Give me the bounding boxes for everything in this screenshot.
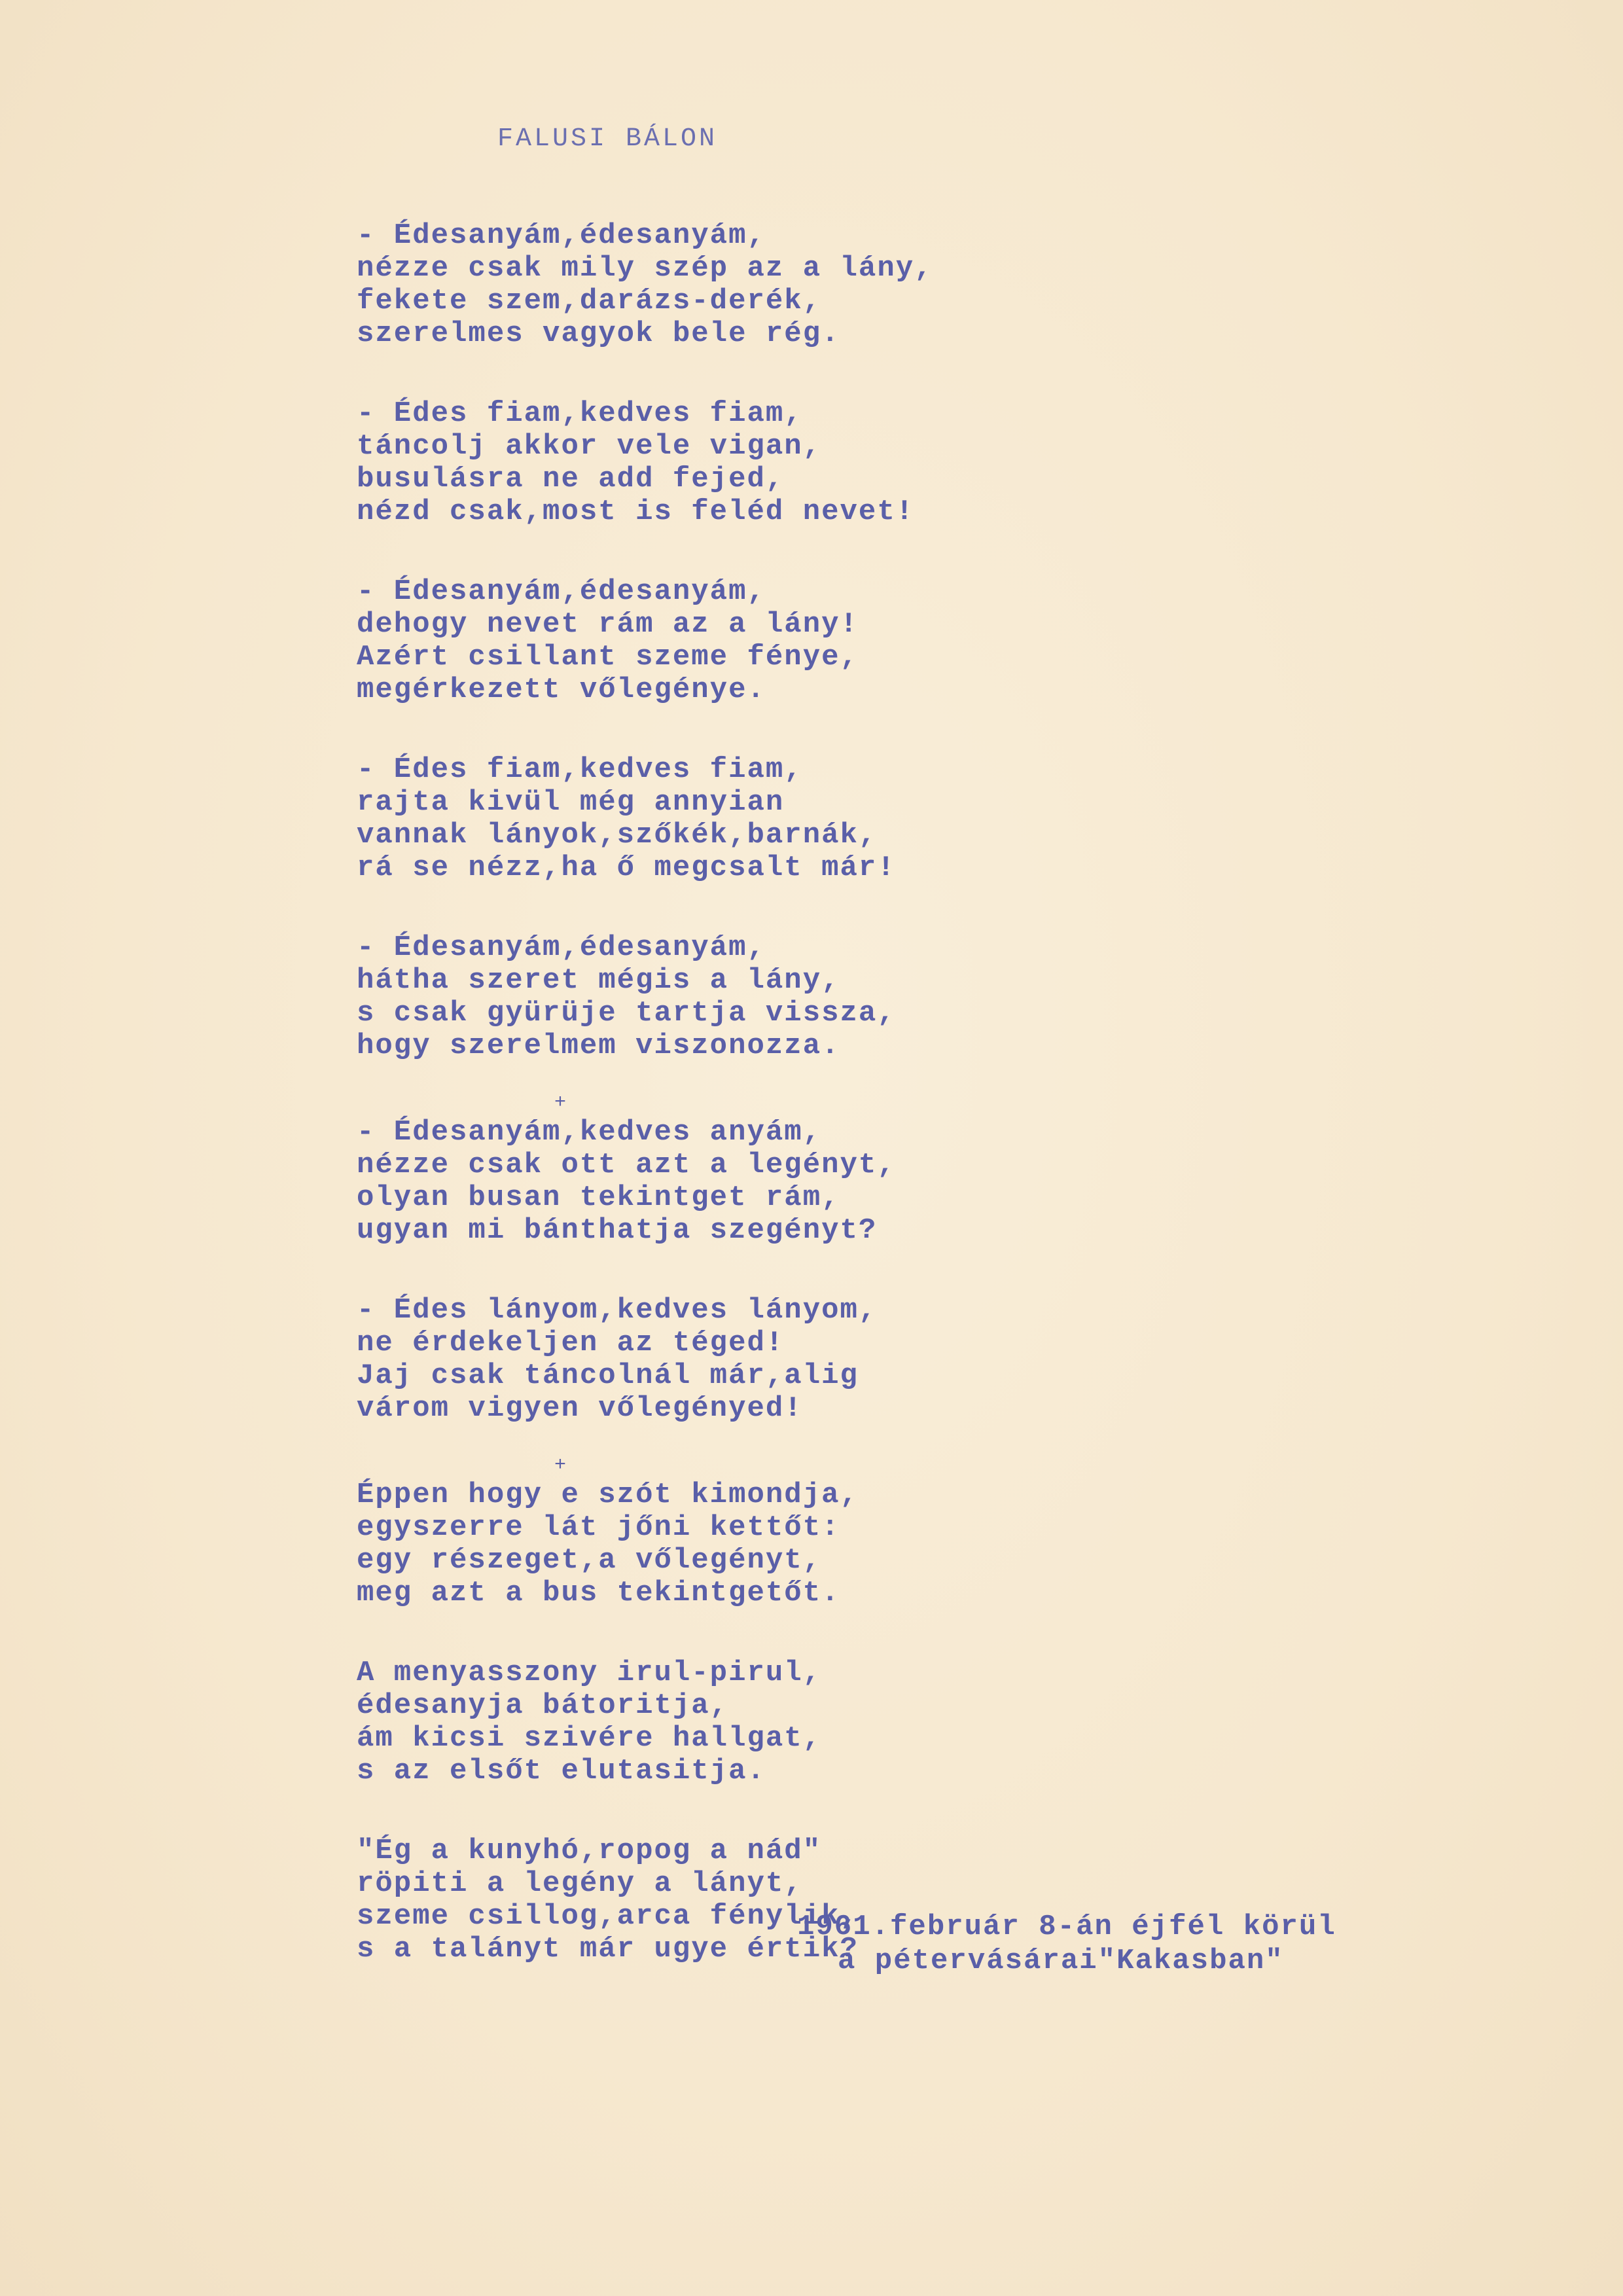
stanza <box>357 1452 1469 1609</box>
poem-line: dehogy nevet rám az a lány! <box>357 608 859 641</box>
poem-line: - Édes lányom,kedves lányom, <box>357 1294 878 1327</box>
poem-line: rá se nézz,ha ő megcsalt már! <box>357 852 896 884</box>
stanza <box>357 397 1469 528</box>
poem-line: fekete szem,darázs-derék, <box>357 285 822 317</box>
poem-line: Éppen hogy e szót kimondja, <box>357 1479 859 1511</box>
poem-line: röpiti a legény a lányt, <box>357 1867 803 1900</box>
poem-line: ne érdekeljen az téged! <box>357 1327 785 1359</box>
poem-line: s az elsőt elutasitja. <box>357 1755 766 1787</box>
poem-line: Jaj csak táncolnál már,alig <box>357 1359 859 1392</box>
poem-line: s a talányt már ugye értik? <box>357 1933 859 1965</box>
section-mark: + <box>554 1454 568 1477</box>
poem-line: ugyan mi bánthatja szegényt? <box>357 1214 878 1247</box>
stanza <box>357 575 1469 706</box>
poem-line: szeme csillog,arca fénylik, <box>357 1900 859 1933</box>
poem-line: szerelmes vagyok bele rég. <box>357 317 840 350</box>
poem-line: - Édesanyám,édesanyám, <box>357 219 766 252</box>
signature-place: a pétervásárai"Kakasban" <box>838 1945 1284 1977</box>
poem-line: nézze csak mily szép az a lány, <box>357 252 933 285</box>
stanza <box>357 1090 1469 1247</box>
poem-line: vannak lányok,szőkék,barnák, <box>357 819 878 852</box>
poem-line: egyszerre lát jőni kettőt: <box>357 1511 840 1544</box>
poem-line: nézd csak,most is feléd nevet! <box>357 495 915 528</box>
poem-line: megérkezett vőlegénye. <box>357 673 766 706</box>
poem-line: - Édesanyám,kedves anyám, <box>357 1116 822 1149</box>
poem-line: A menyasszony irul-pirul, <box>357 1657 822 1689</box>
poem-line: ám kicsi szivére hallgat, <box>357 1722 822 1755</box>
poem-line: - Édes fiam,kedves fiam, <box>357 397 803 430</box>
poem-line: édesanyja bátoritja, <box>357 1689 729 1722</box>
poem-line: hátha szeret mégis a lány, <box>357 964 840 997</box>
stanza <box>357 931 1469 1062</box>
poem-title: FALUSI BÁLON <box>497 124 718 154</box>
date-place-signature <box>797 1910 1582 1978</box>
stanza <box>357 219 1469 350</box>
poem-line: várom vigyen vőlegényed! <box>357 1392 803 1425</box>
stanza <box>357 753 1469 884</box>
poem-line: Azért csillant szeme fénye, <box>357 641 859 673</box>
poem-line: busulásra ne add fejed, <box>357 463 785 495</box>
poem-line: - Édes fiam,kedves fiam, <box>357 753 803 786</box>
poem-body <box>357 219 1469 2013</box>
poem-line: meg azt a bus tekintgetőt. <box>357 1577 840 1609</box>
stanza <box>357 1294 1469 1425</box>
poem-line: "Ég a kunyhó,ropog a nád" <box>357 1835 822 1867</box>
poem-line: s csak gyürüje tartja vissza, <box>357 997 896 1030</box>
signature-date: 1961.február 8-án éjfél körül <box>797 1910 1336 1943</box>
poem-line: egy részeget,a vőlegényt, <box>357 1544 822 1577</box>
poem-line: - Édesanyám,édesanyám, <box>357 931 766 964</box>
poem-line: hogy szerelmem viszonozza. <box>357 1030 840 1062</box>
poem-line: - Édesanyám,édesanyám, <box>357 575 766 608</box>
stanza <box>357 1657 1469 1787</box>
section-mark: + <box>554 1092 568 1114</box>
poem-line: rajta kivül még annyian <box>357 786 785 819</box>
poem-line: nézze csak ott azt a legényt, <box>357 1149 896 1181</box>
poem-line: táncolj akkor vele vigan, <box>357 430 822 463</box>
poem-line: olyan busan tekintget rám, <box>357 1181 840 1214</box>
